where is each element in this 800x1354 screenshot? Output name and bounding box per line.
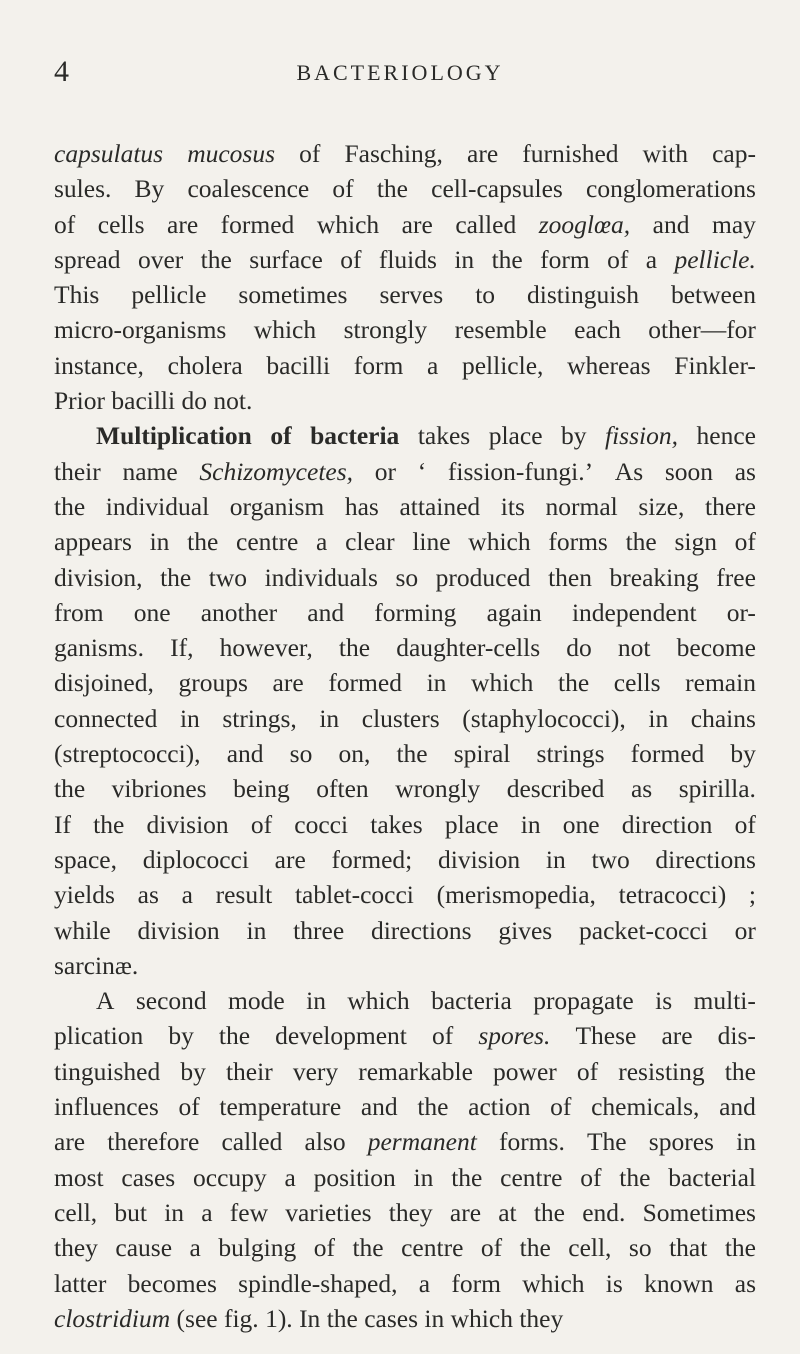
text-line: clostridium (see fig. 1). In the cases in which they [54,1303,564,1333]
body-text [54,136,756,1336]
text-line: ganisms. If, however, the daughter-cells do not become [54,633,756,663]
text-line: sules. By coalescence of the cell-capsules conglomerations [54,174,756,204]
text-line: the individual organism has attained its normal size, there [54,491,756,521]
text-line: from one another and forming again independent or- [54,597,756,627]
text-line: the vibriones being often wrongly described as spirilla. [54,774,756,804]
text-line: This pellicle sometimes serves to distinguish between [54,280,756,310]
text-line: space, diplococci are formed; division in two directions [54,844,756,874]
text-line: A second mode in which bacteria propagate is multi- [96,986,756,1016]
text-line: most cases occupy a position in the centre of the bacterial [54,1162,756,1192]
text-line: plication by the development of spores. These are dis- [54,1021,756,1051]
text-line: (streptococci), and so on, the spiral strings formed by [54,739,756,769]
text-line: are therefore called also permanent forms. The spores in [54,1127,756,1157]
page-header [0,52,800,92]
text-line: yields as a result tablet-cocci (merismopedia, tetracocci) ; [54,880,756,910]
text-line: they cause a bulging of the centre of the cell, so that the [54,1233,756,1263]
text-line: cell, but in a few varieties they are at the end. Sometimes [54,1197,756,1227]
text-line: Multiplication of bacteria takes place by fission, hence [96,421,756,451]
text-line: division, the two individuals so produced then breaking free [54,562,756,592]
text-line: sarcinæ. [54,950,139,980]
text-line: their name Schizomycetes, or ‘ fission-fungi.’ As soon as [54,456,756,486]
text-line: micro-organisms which strongly resemble each other—for [54,315,756,345]
text-line: capsulatus mucosus of Fasching, are furnished with cap- [54,139,756,168]
page-number: 4 [54,55,69,88]
text-line: latter becomes spindle-shaped, a form which is known as [54,1268,756,1298]
text-line: influences of temperature and the action of chemicals, and [54,1092,756,1122]
text-line: tinguished by their very remarkable power of resisting the [54,1056,756,1086]
running-head: BACTERIOLOGY [296,60,504,85]
text-line: instance, cholera bacilli form a pellicle, whereas Finkler- [54,350,756,380]
text-line: Prior bacilli do not. [54,386,253,416]
text-line: of cells are formed which are called zooglœa, and may [54,209,756,239]
text-line: connected in strings, in clusters (staphylococci), in chains [54,703,756,733]
text-line: spread over the surface of fluids in the form of a pellicle. [54,244,756,274]
text-line: appears in the centre a clear line which forms the sign of [54,527,756,557]
text-line: while division in three directions gives packet-cocci or [54,915,756,945]
text-line: disjoined, groups are formed in which the cells remain [54,668,756,698]
text-line: If the division of cocci takes place in one direction of [54,809,756,839]
